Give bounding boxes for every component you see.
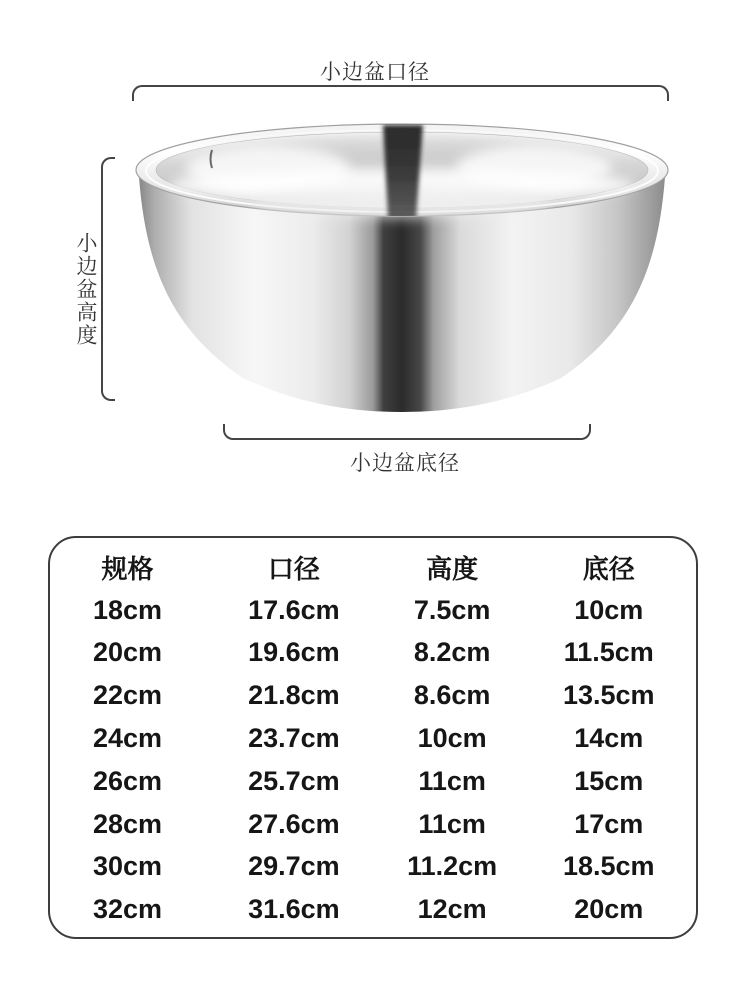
table-cell: 17.6cm [248,594,340,625]
mouth-diameter-line [132,85,669,101]
table-cell: 21.8cm [248,680,340,711]
table-cell: 19.6cm [248,637,340,668]
spec-table [48,536,698,939]
table-cell: 14cm [574,722,644,753]
table-cell: 15cm [574,765,644,796]
bottom-diameter-label: 小边盆底径 [350,452,460,475]
table-cell: 32cm [92,894,163,925]
table-cell: 22cm [92,680,163,711]
table-cell: 27.6cm [248,808,340,839]
table-cell: 31.6cm [248,894,340,925]
table-cell: 30cm [92,851,163,882]
table-cell: 8.2cm [413,637,491,668]
table-cell: 17cm [574,808,644,839]
table-cell: 10cm [417,722,487,753]
column-header: 高度 [426,553,479,584]
inside-highlight-right [456,145,612,189]
table-cell: 10cm [574,594,644,625]
table-cell: 11.5cm [563,637,654,668]
bottom-diameter-line [223,424,591,440]
column-header: 规格 [101,553,154,584]
table-cell: 26cm [92,765,163,796]
dark-reflection-stripe [383,125,423,219]
table-cell: 29.7cm [248,851,340,882]
table-cell: 8.6cm [413,680,491,711]
column-header: 口径 [267,553,320,584]
mouth-diameter-label: 小边盆口径 [320,61,430,84]
height-label: 小边盆高度 [74,232,97,347]
table-cell: 20cm [574,894,644,925]
table-cell: 23.7cm [248,722,340,753]
column-header: 底径 [582,553,635,584]
table-cell: 24cm [92,722,163,753]
table-cell: 18cm [92,594,163,625]
table-cell: 11.2cm [407,851,498,882]
table-cell: 13.5cm [562,680,655,711]
table-cell: 25.7cm [248,765,340,796]
table-cell: 11cm [418,808,486,839]
table-cell: 11cm [418,765,486,796]
table-cell: 7.5cm [413,594,491,625]
height-line [101,157,115,401]
table-cell: 12cm [417,894,487,925]
table-cell: 28cm [92,808,163,839]
table-cell: 18.5cm [562,851,655,882]
table-cell: 20cm [92,637,163,668]
